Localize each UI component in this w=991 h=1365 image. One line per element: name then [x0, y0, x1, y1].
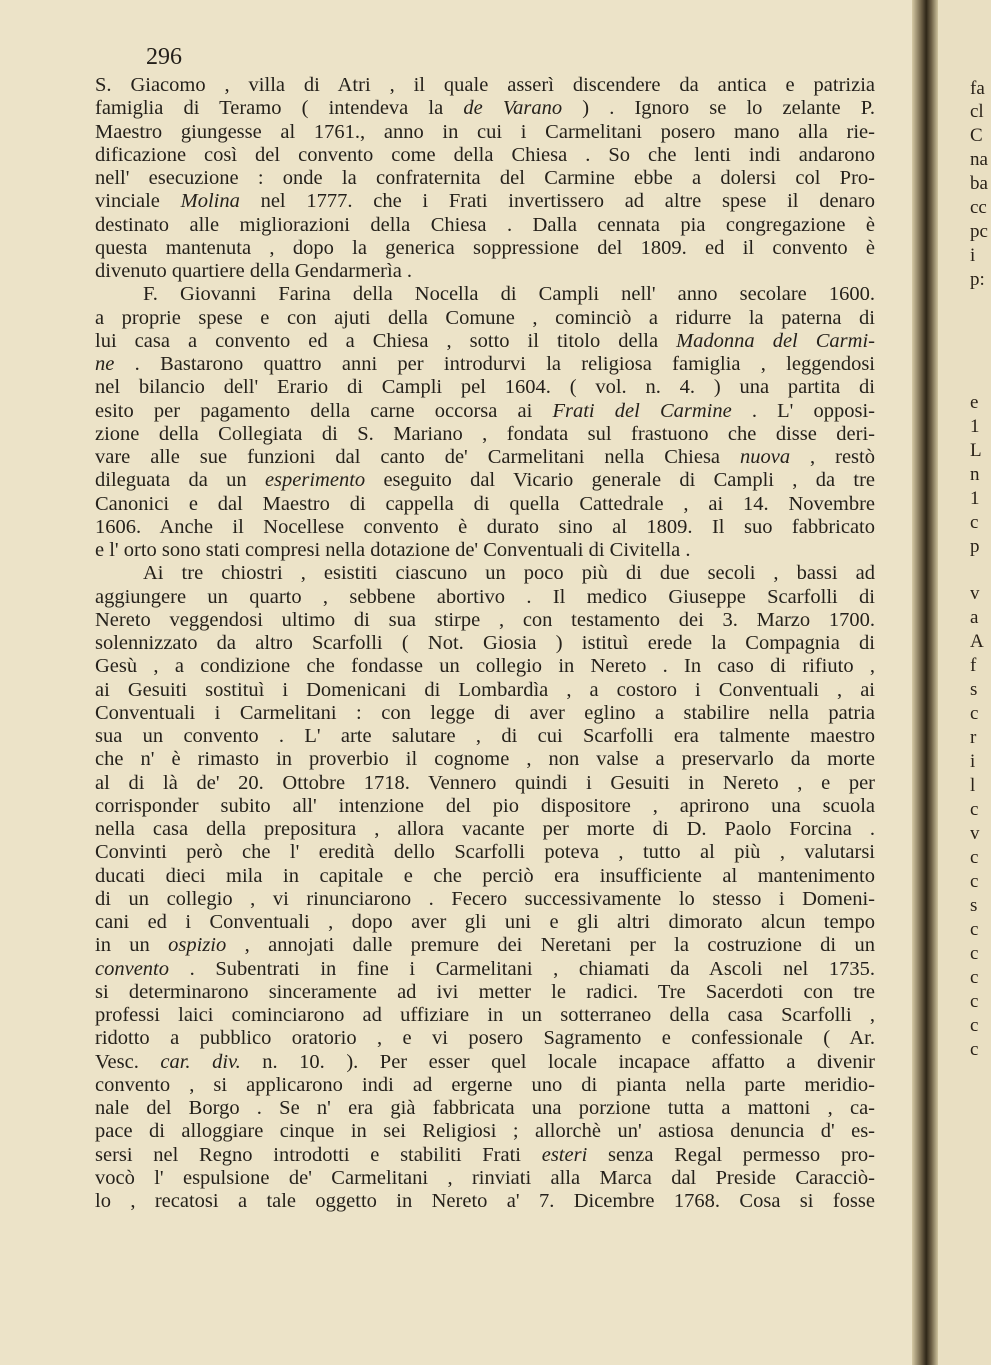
page-number: 296 — [146, 44, 182, 70]
text-line: convento , si applicarono indi ad ergerne uno di pianta nella parte meridio- — [95, 1073, 875, 1096]
facing-page-letter: s — [970, 679, 978, 700]
facing-page-letter: v — [970, 823, 980, 844]
text-line: convento . Subentrati in fine i Carmelitani , chiamati da Ascoli nel 1735. — [95, 957, 875, 980]
facing-page-letter: c — [970, 991, 979, 1012]
text-line: Canonici e dal Maestro di cappella di quella Cattedrale , ai 14. Novembre — [95, 492, 875, 515]
facing-page-letter: c — [970, 919, 979, 940]
facing-page-letter: na — [970, 149, 988, 170]
text-line: professi laici cominciarono ad uffiziare in un sotterraneo della casa Scarfolli , — [95, 1004, 875, 1026]
text-line: questa mantenuta , dopo la generica soppressione del 1809. ed il convento è — [95, 236, 875, 259]
facing-page-letter: c — [970, 871, 979, 892]
text-line: dileguata da un esperimento eseguito dal Vicario generale di Campli , da tre — [95, 469, 875, 492]
text-line: vare alle sue funzioni dal canto de' Carmelitani nella Chiesa nuova , restò — [95, 446, 875, 468]
text-line: corrisponder subito all' intenzione del pio dispositore , aprirono una scuola — [95, 794, 875, 817]
text-line: 1606. Anche il Nocellese convento è durato sino al 1809. Il suo fabbricato — [95, 515, 875, 538]
body-text — [95, 74, 875, 1213]
facing-page-letter: ba — [970, 173, 988, 194]
text-line: lui casa a convento ed a Chiesa , sotto il titolo della Madonna del Carmi- — [95, 329, 875, 352]
facing-page-letter: c — [970, 967, 979, 988]
facing-page-letter: C — [970, 125, 983, 146]
facing-page-letter: s — [970, 895, 978, 916]
facing-page-letter: i — [970, 751, 976, 772]
facing-page-letter: c — [970, 847, 979, 868]
text-line: dificazione così del convento come della Chiesa . So che lenti indi andarono — [95, 143, 875, 166]
facing-page-letter: p — [970, 536, 980, 557]
facing-page-letter: cl — [970, 101, 984, 122]
facing-page-letter: 1 — [970, 488, 980, 509]
text-line: e l' orto sono stati compresi nella dotazione de' Conventuali di Civitella . — [95, 539, 691, 561]
facing-page-letter: a — [970, 607, 979, 628]
facing-page-letter: c — [970, 1015, 979, 1036]
facing-page-letter: c — [970, 512, 979, 533]
facing-page-letter: 1 — [970, 416, 980, 437]
text-line: in un ospizio , annojati dalle premure dei Neretani per la costruzione di un — [95, 934, 875, 957]
text-line: che n' è rimasto in proverbio il cognome , non valse a preservarlo da morte — [95, 748, 875, 771]
text-line: zione della Collegiata di S. Mariano , fondata sul frastuono che disse deri- — [95, 422, 875, 445]
facing-page-letter: L — [970, 440, 982, 461]
text-line: Conventuali i Carmelitani : con legge di aver eglino a stabilire nella patria — [95, 701, 875, 724]
text-line: nell' esecuzione : onde la confraternita del Carmine ebbe a dolersi col Pro- — [95, 167, 875, 189]
facing-page-letter: l — [970, 775, 976, 796]
facing-page-fragment — [938, 0, 991, 1365]
text-line: pace di alloggiare cinque in sei Religiosi ; allorchè un' astiosa denuncia d' es- — [95, 1120, 875, 1143]
facing-page-letter: p: — [970, 269, 985, 290]
facing-page-letter: e — [970, 392, 979, 413]
text-line: nale del Borgo . Se n' era già fabbricata una porzione tutta a mattoni , ca- — [95, 1097, 875, 1119]
text-line: aggiungere un quarto , sebbene abortivo . Il medico Giuseppe Scarfolli di — [95, 585, 875, 608]
facing-page-letter: n — [970, 464, 980, 485]
facing-page-letter: c — [970, 703, 979, 724]
facing-page-letter: c — [970, 943, 979, 964]
facing-page-letter: f — [970, 655, 977, 676]
text-line: sersi nel Regno introdotti e stabiliti Frati esteri senza Regal permesso pro- — [95, 1143, 875, 1166]
facing-page-letter: fa — [970, 78, 985, 99]
text-line: ai Gesuiti sostituì i Domenicani di Lombardìa , a costoro i Conventuali , ai — [95, 678, 875, 701]
text-line: destinato alle migliorazioni della Chiesa . Dalla cennata pia congregazione è — [95, 213, 875, 236]
facing-page-letter: A — [970, 631, 984, 652]
text-line: cani ed i Conventuali , dopo aver gli uni e gli altri dimorato alcun tempo — [95, 911, 875, 933]
text-line: vocò l' espulsione de' Carmelitani , rinviati alla Marca dal Preside Caracciò- — [95, 1166, 875, 1189]
text-line: a proprie spese e con ajuti della Comune , cominciò a ridurre la paterna di — [95, 306, 875, 329]
text-line: nel bilancio dell' Erario di Campli pel 1604. ( vol. n. 4. ) una partita di — [95, 376, 875, 399]
text-line: famiglia di Teramo ( intendeva la de Varano ) . Ignoro se lo zelante P. — [95, 97, 875, 120]
text-line: vinciale Molina nel 1777. che i Frati invertissero ad altre spese il denaro — [95, 190, 875, 213]
text-line: lo , recatosi a tale oggetto in Nereto a' 7. Dicembre 1768. Cosa si fosse — [95, 1190, 875, 1212]
text-line: Maestro giungesse al 1761., anno in cui i Carmelitani posero mano alla rie- — [95, 120, 875, 143]
text-line: nella casa della prepositura , allora vacante per morte di D. Paolo Forcina . — [95, 818, 875, 840]
text-line: sua un convento . L' arte salutare , di cui Scarfolli era talmente maestro — [95, 725, 875, 747]
text-line: divenuto quartiere della Gendarmerìa . — [95, 260, 413, 282]
text-line: esito per pagamento della carne occorsa ai Frati del Carmine . L' opposi- — [95, 399, 875, 422]
text-line: Ai tre chiostri , esistiti ciascuno un poco più di due secoli , bassi ad — [143, 562, 875, 585]
text-line: Nereto veggendosi ultimo di sua stirpe , con testamento dei 3. Marzo 1700. — [95, 608, 875, 631]
book-gutter — [912, 0, 938, 1365]
text-line: di un collegio , vi rinunciarono . Fecero successivamente lo stesso i Domeni- — [95, 887, 875, 910]
facing-page-letter: c — [970, 1039, 979, 1060]
text-line: ne . Bastarono quattro anni per introdurvi la religiosa famiglia , leggendosi — [95, 353, 875, 375]
facing-page-letter: v — [970, 583, 980, 604]
facing-page-letter: r — [970, 727, 977, 748]
facing-page-letter: pc — [970, 221, 988, 242]
facing-page-letter: c — [970, 799, 979, 820]
text-line: S. Giacomo , villa di Atri , il quale asserì discendere da antica e patrizia — [95, 74, 875, 96]
text-line: ducati dieci mila in capitale e che perciò era insufficiente al mantenimento — [95, 864, 875, 887]
text-line: Gesù , a condizione che fondasse un collegio in Nereto . In caso di rifiuto , — [95, 655, 875, 678]
text-line: Convinti però che l' eredità dello Scarfolli poteva , tutto al più , valutarsi — [95, 841, 875, 864]
text-line: Vesc. car. div. n. 10. ). Per esser quel locale incapace affatto a divenir — [95, 1050, 875, 1073]
text-line: ridotto a pubblico oratorio , e vi posero Sagramento e confessionale ( Ar. — [95, 1027, 875, 1050]
text-line: al di là de' 20. Ottobre 1718. Vennero quindi i Gesuiti in Nereto , e per — [95, 771, 875, 794]
text-line: si determinarono sinceramente ad ivi metter le radici. Tre Sacerdoti con tre — [95, 980, 875, 1003]
text-line: F. Giovanni Farina della Nocella di Campli nell' anno secolare 1600. — [143, 283, 875, 306]
facing-page-letter: cc — [970, 197, 987, 218]
text-line: solennizzato da altro Scarfolli ( Not. Giosia ) istituì erede la Compagnia di — [95, 632, 875, 654]
facing-page-letter: i — [970, 245, 976, 266]
